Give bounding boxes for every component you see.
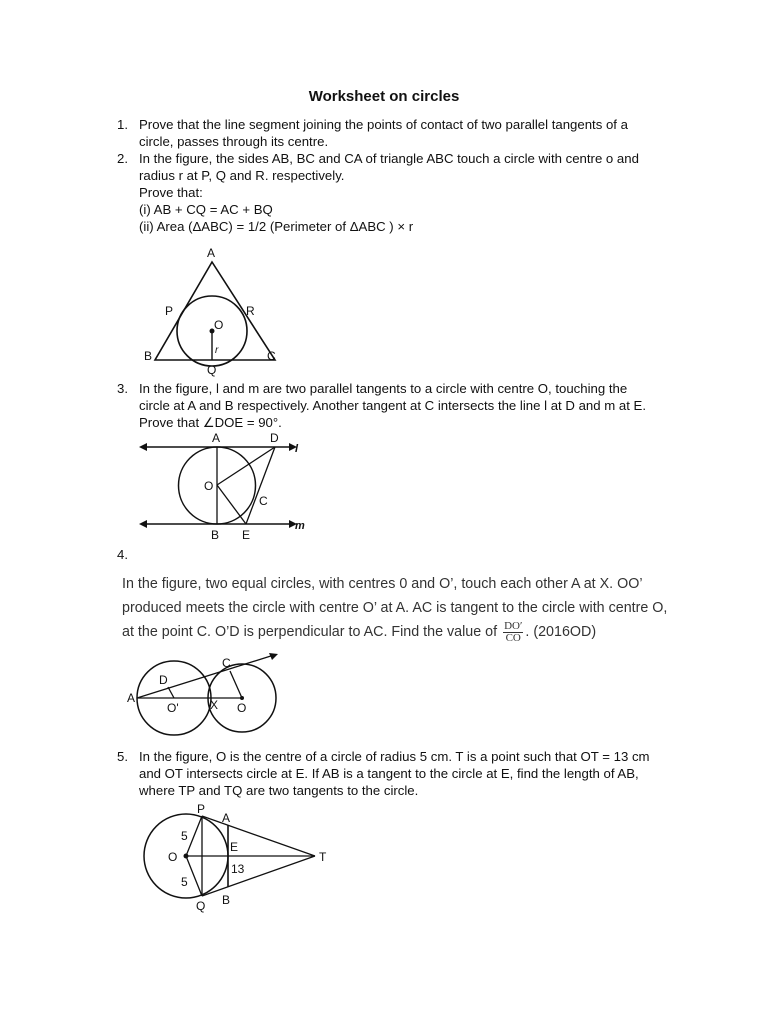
question-text-line: and OT intersects circle at E. If AB is a tangent to the circle at E, find the length of AB, xyxy=(139,766,639,781)
two-circles-figure xyxy=(122,650,282,740)
question-text-line: (i) AB + CQ = AC + BQ xyxy=(139,202,273,217)
question-text-line: In the figure, the sides AB, BC and CA of triangle ABC touch a circle with centre o and xyxy=(139,151,639,166)
label-q: Q xyxy=(207,363,217,377)
label-o: O xyxy=(237,701,247,715)
centre-point xyxy=(240,696,244,700)
label-a: A xyxy=(127,691,136,705)
label-a: A xyxy=(207,246,216,260)
fraction-denominator: CO xyxy=(505,631,521,644)
question-text-line: where TP and TQ are two tangents to the circle. xyxy=(139,783,419,798)
label-t: T xyxy=(319,850,327,864)
tangent-tp xyxy=(202,816,315,856)
question-text-line: Prove that: xyxy=(139,185,203,200)
fraction-numerator: DO′ xyxy=(504,619,523,632)
question-text-line: In the figure, two equal circles, with centres 0 and O’, touch each other A at X. OO’ xyxy=(122,576,643,592)
label-r: R xyxy=(246,304,255,318)
arrow-head xyxy=(139,520,147,528)
question-text-line: radius r at P, Q and R. respectively. xyxy=(139,168,345,183)
question-text-line: In the figure, O is the centre of a circle of radius 5 cm. T is a point such that OT = 13 cm xyxy=(139,749,650,764)
tangent-ac xyxy=(137,655,274,698)
radius-op xyxy=(186,816,202,856)
label-o-prime: O' xyxy=(167,701,179,715)
radius-oq xyxy=(186,856,202,896)
label-e: E xyxy=(230,840,239,854)
question-5 xyxy=(117,748,687,799)
segment-oe xyxy=(217,485,246,524)
line-before-fraction: at the point C. O’D is perpendicular to AC. Find the value of xyxy=(122,624,498,640)
question-text-line: produced meets the circle with centre O’ at A. AC is tangent to the circle with centre O, xyxy=(122,600,668,616)
label-b: B xyxy=(211,528,220,542)
question-text-line: Prove that ∠DOE = 90°. xyxy=(139,415,282,430)
label-o: O xyxy=(168,850,178,864)
label-x: X xyxy=(210,698,219,712)
question-4-text xyxy=(122,572,667,644)
label-five-top: 5 xyxy=(181,829,188,843)
question-text-line: circle at A and B respectively. Another tangent at C intersects the line l at D and m at E. xyxy=(139,398,647,413)
label-m: m xyxy=(295,520,305,532)
perpendicular-o-prime-d xyxy=(168,687,174,698)
label-b: B xyxy=(222,893,231,907)
question-number: 1. xyxy=(117,117,128,132)
label-p: P xyxy=(165,304,174,318)
label-d: D xyxy=(270,431,279,445)
worksheet-title: Worksheet on circles xyxy=(308,88,460,105)
label-b: B xyxy=(144,349,153,363)
tangent-length-figure xyxy=(135,800,340,915)
label-a: A xyxy=(212,431,221,445)
question-1 xyxy=(117,116,687,150)
question-number: 2. xyxy=(117,151,128,166)
label-five-bottom: 5 xyxy=(181,875,188,889)
tangent-de xyxy=(246,447,275,524)
question-text-line: Prove that the line segment joining the points of contact of two parallel tangents of a xyxy=(139,117,628,132)
arrow-head xyxy=(139,443,147,451)
fraction xyxy=(503,621,523,644)
label-q: Q xyxy=(196,899,206,913)
label-e: E xyxy=(242,528,251,542)
label-p: P xyxy=(197,802,206,816)
label-a: A xyxy=(222,811,231,825)
label-l: l xyxy=(295,443,299,455)
question-text-line xyxy=(122,620,667,644)
line-after-fraction: . (2016OD) xyxy=(525,624,597,640)
radius-oc xyxy=(230,671,242,698)
parallel-tangents-figure xyxy=(135,430,320,545)
label-c: C xyxy=(267,349,276,363)
triangle-incircle-figure xyxy=(135,242,295,380)
question-2 xyxy=(117,150,687,235)
label-o: O xyxy=(204,479,214,493)
question-text-line: In the figure, l and m are two parallel tangents to a circle with centre O, touching the xyxy=(139,381,628,396)
segment-od xyxy=(217,447,275,485)
label-c: C xyxy=(222,656,231,670)
question-text-line: (ii) Area (ΔABC) = 1/2 (Perimeter of ΔABC ) × r xyxy=(139,219,414,234)
question-number: 3. xyxy=(117,381,128,396)
label-d: D xyxy=(159,673,168,687)
label-r-radius: r xyxy=(215,345,219,356)
label-o: O xyxy=(214,318,224,332)
centre-point xyxy=(184,854,189,859)
label-thirteen: 13 xyxy=(231,862,245,876)
label-c: C xyxy=(259,494,268,508)
question-text-line: circle, passes through its centre. xyxy=(139,134,329,149)
question-3 xyxy=(117,380,687,431)
question-number: 5. xyxy=(117,749,128,764)
tangent-tq xyxy=(202,856,315,896)
question-number: 4. xyxy=(117,547,128,562)
